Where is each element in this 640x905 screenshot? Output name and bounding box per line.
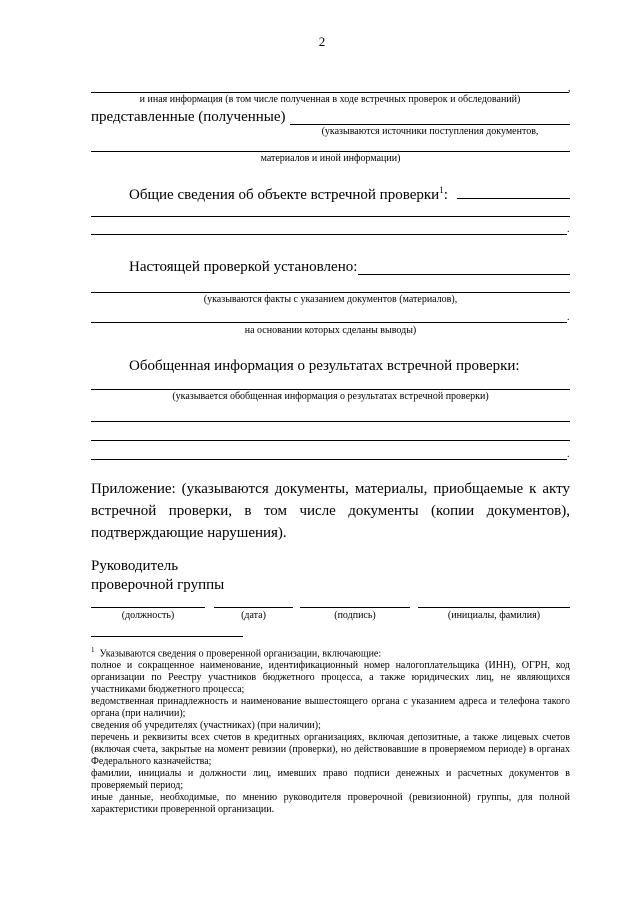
section-heading-general: Общие сведения об объекте встречной проверки$^1$:: [129, 185, 448, 203]
appendix-line: Приложение: (указываются документы, материалы, приобщаемые к акту: [91, 481, 570, 497]
footnote-paragraph: полное и сокращенное наименование, идентификационный номер налогоплательщика (ИНН), ОГРН, код организации по Реестру участников бюджетного процесса, а также юридических лиц, не являющихся участниками бюджетного процесса;: [91, 660, 570, 696]
period: .: [567, 449, 570, 460]
footnote-intro: $^1$ Указываются сведения о проверенной организации, включающие:: [91, 646, 382, 660]
signature-label: (дата): [241, 610, 266, 621]
signature-title: проверочной группы: [91, 577, 225, 593]
appendix-line: встречной проверки, в том числе документы (копии документов),: [91, 503, 570, 519]
fill-line: [91, 421, 570, 422]
signature-line-name: [418, 607, 570, 608]
fill-line: [358, 274, 570, 275]
fill-line: [91, 459, 567, 460]
fill-line: [91, 322, 567, 323]
hint-text: (указываются факты с указанием документов (материалов),: [203, 294, 458, 305]
footnote-paragraph: иные данные, необходимые, по мнению руководителя проверочной (ревизионной) группы, для полной характеристики проверенной организации.: [91, 792, 570, 816]
fill-line: [91, 440, 570, 441]
hint-text: (указывается обобщенная информация о результатах встречной проверки): [172, 391, 489, 402]
section-heading-established: Настоящей проверкой установлено:: [129, 259, 358, 275]
hint-text: и иная информация (в том числе полученная в ходе встречных проверок и обследований): [139, 94, 521, 105]
comma: ,: [568, 83, 571, 94]
signature-line-position: [91, 607, 205, 608]
section-heading-summary: Обобщенная информация о результатах встречной проверки:: [129, 358, 520, 374]
signature-line-date: [214, 607, 293, 608]
hint-text: (указываются источники поступления документов,: [321, 126, 539, 137]
hint-text: на основании которых сделаны выводы): [244, 325, 417, 336]
footnote-separator: [91, 636, 243, 637]
fill-line: [457, 198, 570, 199]
signature-line-sign: [300, 607, 410, 608]
footnote-paragraph: перечень и реквизиты всех счетов в кредитных организациях, включая депозитные, а также лицевых счетов (включая счета, закрытые на момент ревизии (проверки), но действовавшие в проверяемом периоде) в органах Федерального казначейства;: [91, 732, 570, 768]
footnote: [91, 644, 570, 816]
appendix-text: [91, 478, 570, 544]
fill-line: [91, 234, 567, 235]
signature-label: (должность): [121, 610, 175, 621]
fill-line: [91, 292, 570, 293]
fill-line: [91, 216, 570, 217]
signature-label: (подпись): [334, 610, 376, 621]
signature-title: Руководитель: [91, 558, 179, 574]
fill-line: [91, 389, 570, 390]
period: .: [567, 312, 570, 323]
label-presented: представленные (полученные): [91, 109, 286, 125]
footnote-paragraph: фамилии, инициалы и должности лиц, имевших право подписи денежных и расчетных документов в проверяемый период;: [91, 768, 570, 792]
footnote-ref: 1: [439, 185, 444, 195]
footnote-paragraph: сведения об учредителях (участниках) (при наличии);: [91, 720, 321, 732]
footnote-mark: 1: [91, 646, 95, 654]
fill-line: [91, 151, 570, 152]
fill-line: [290, 124, 570, 125]
footnote-paragraph: ведомственная принадлежность и наименование вышестоящего органа с указанием адреса и телефона такого органа (при наличии);: [91, 696, 570, 720]
appendix-line: подтверждающие нарушения).: [91, 525, 287, 541]
hint-text: материалов и иной информации): [260, 153, 401, 164]
signature-label: (инициалы, фамилия): [447, 610, 541, 621]
page-number: 2: [318, 34, 326, 49]
fill-line: [91, 92, 569, 93]
period: .: [567, 224, 570, 235]
